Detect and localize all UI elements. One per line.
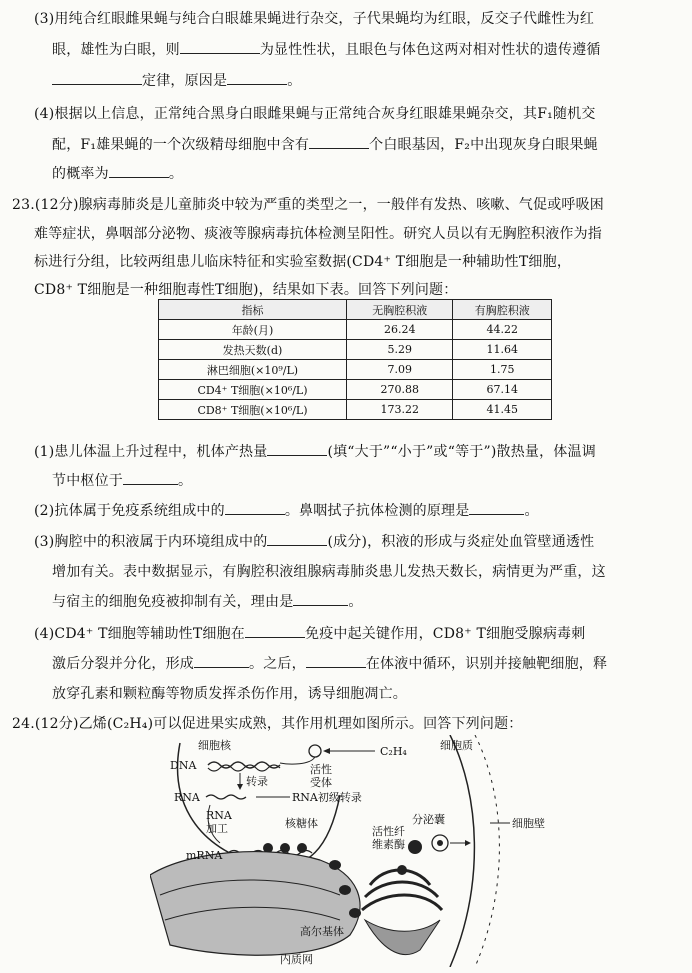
q23-sub3-line1: (3)胸腔中的积液属于内环境组成中的 (成分)，积液的形成与炎症处血管壁通透性 [34, 534, 595, 550]
label-dna: DNA [170, 759, 197, 772]
vesicle-icon [349, 908, 361, 918]
vesicle-icon [408, 840, 422, 854]
table-cell: 270.88 [346, 380, 453, 400]
answer-blank[interactable] [227, 72, 287, 85]
label-rna-primary: RNA初级转录 [292, 791, 362, 804]
label-cellulase-2: 维素酶 [372, 838, 405, 851]
label-rna-processing-2: 加工 [206, 822, 228, 835]
table-cell: 41.45 [453, 400, 552, 420]
q23-sub2: (2)抗体属于免疫系统组成中的 。鼻咽拭子抗体检测的原理是 。 [34, 503, 539, 519]
ribosome-icon [297, 843, 307, 853]
ethylene-mechanism-diagram [150, 735, 580, 967]
answer-blank[interactable] [309, 136, 369, 149]
q22-part4-line3: 的概率为 。 [52, 166, 184, 182]
rna-strand [206, 795, 246, 799]
answer-blank[interactable] [225, 502, 285, 515]
data-table [158, 299, 552, 420]
table-cell: 44.22 [453, 320, 552, 340]
label-cytoplasm: 细胞质 [440, 739, 473, 752]
table-cell: CD4⁺ T细胞(×10⁶/L) [159, 380, 347, 400]
answer-blank[interactable] [469, 502, 524, 515]
answer-blank[interactable] [180, 41, 260, 54]
table-cell: 发热天数(d) [159, 340, 347, 360]
q23-intro-line1: 23.(12分)腺病毒肺炎是儿童肺炎中较为严重的类型之一，一般伴有发热、咳嗽、气促或呼吸困 [12, 197, 605, 213]
label-rna: RNA [174, 791, 200, 804]
q22-part3-line3: 定律，原因是 。 [52, 70, 301, 90]
cell-membrane [450, 735, 474, 967]
label-golgi: 高尔基体 [300, 925, 344, 938]
vesicle-icon [339, 885, 351, 895]
label-transcription: 转录 [246, 775, 268, 788]
q23-sub4-line1: (4)CD4⁺ T细胞等辅助性T细胞在 免疫中起关键作用，CD8⁺ T细胞受腺病毒刺 [34, 626, 586, 642]
q23-sub4-line3: 放穿孔素和颗粒酶等物质发挥杀伤作用，诱导细胞凋亡。 [52, 686, 407, 702]
label-c2h4: C₂H₄ [380, 745, 407, 758]
cell-wall-shape [475, 735, 499, 967]
golgi-body [365, 920, 440, 955]
vesicle-icon [329, 860, 341, 870]
endoplasmic-reticulum [150, 852, 360, 956]
answer-blank[interactable] [194, 655, 249, 668]
label-receptor-2: 受体 [310, 776, 332, 789]
q24-intro: 24.(12分)乙烯(C₂H₄)可以促进果实成熟，其作用机理如图所示。回答下列问题： [12, 716, 523, 732]
answer-blank[interactable] [245, 625, 305, 638]
label-rna-processing-1: RNA [206, 809, 232, 822]
table-cell: 5.29 [346, 340, 453, 360]
table-cell: 1.75 [453, 360, 552, 380]
ribosome-icon [280, 843, 290, 853]
q22-part3-line1: (3)用纯合红眼雌果蝇与纯合白眼雄果蝇进行杂交，子代果蝇均为红眼，反交子代雌性为红 [34, 11, 595, 27]
table-header: 指标 [159, 300, 347, 320]
answer-blank[interactable] [306, 655, 366, 668]
table-cell: 年龄(月) [159, 320, 347, 340]
q23-sub3-line2: 增加有关。表中数据显示，有胸腔积液组腺病毒肺炎患儿发热天数长，病情更为严重，这 [52, 564, 606, 580]
q23-intro-line3: 标进行分组，比较两组患儿临床特征和实验室数据(CD4⁺ T细胞是一种辅助性T细胞， [34, 254, 572, 270]
table-header-row [159, 300, 552, 320]
table-cell: 26.24 [346, 320, 453, 340]
table-cell: 7.09 [346, 360, 453, 380]
q23-sub1-line2: 节中枢位于 。 [52, 473, 193, 489]
table-row [159, 380, 552, 400]
answer-blank[interactable] [293, 593, 348, 606]
table-cell: 67.14 [453, 380, 552, 400]
table-header: 无胸腔积液 [346, 300, 453, 320]
table-row [159, 320, 552, 340]
table-header: 有胸腔积液 [453, 300, 552, 320]
label-cellulase-1: 活性纤 [372, 825, 405, 838]
answer-blank[interactable] [123, 472, 178, 485]
answer-blank[interactable] [109, 165, 169, 178]
table-cell: CD8⁺ T细胞(×10⁶/L) [159, 400, 347, 420]
label-ribosome: 核糖体 [285, 817, 318, 830]
table-row [159, 340, 552, 360]
label-cell-wall: 细胞壁 [512, 817, 545, 830]
table-row [159, 400, 552, 420]
vesicle-icon [397, 865, 407, 875]
q23-sub4-line2: 激后分裂并分化，形成 。之后， 在体液中循环，识别并接触靶细胞，释 [52, 656, 608, 672]
receptor-icon [309, 745, 321, 757]
label-receptor-1: 活性 [310, 763, 332, 776]
answer-blank[interactable] [52, 72, 142, 85]
table-row [159, 360, 552, 380]
golgi-apparatus [362, 895, 442, 910]
q22-part4-line1: (4)根据以上信息，正常纯合黑身白眼雌果蝇与正常纯合灰身红眼雄果蝇杂交，其F₁随机交 [34, 106, 596, 122]
q23-sub3-line3: 与宿主的细胞免疫被抑制有关，理由是 。 [52, 594, 363, 610]
q22-part3-line2: 眼，雄性为白眼，则 为显性性状，且眼色与体色这两对相对性状的遗传遵循 [52, 42, 601, 58]
label-nucleus: 细胞核 [198, 739, 231, 752]
table-cell: 173.22 [346, 400, 453, 420]
answer-blank[interactable] [267, 533, 327, 546]
q23-sub1-line1: (1)患儿体温上升过程中，机体产热量 (填“大于”“小于”或“等于”)散热量，体温调 [34, 444, 596, 460]
label-er: 内质网 [280, 953, 313, 966]
label-vesicle: 分泌囊 [412, 813, 445, 826]
table-cell: 11.64 [453, 340, 552, 360]
q23-intro-line4: CD8⁺ T细胞是一种细胞毒性T细胞)，结果如下表。回答下列问题： [34, 282, 458, 298]
label-mrna: mRNA [186, 849, 223, 862]
q23-intro-line2: 难等症状，鼻咽部分泌物、痰液等腺病毒抗体检测呈阳性。研究人员以有无胸腔积液作为指 [34, 226, 602, 242]
answer-blank[interactable] [267, 443, 327, 456]
q22-part4-line2: 配，F₁雄果蝇的一个次级精母细胞中含有 个白眼基因，F₂中出现灰身白眼果蝇 [52, 137, 598, 153]
table-cell: 淋巴细胞(×10⁹/L) [159, 360, 347, 380]
